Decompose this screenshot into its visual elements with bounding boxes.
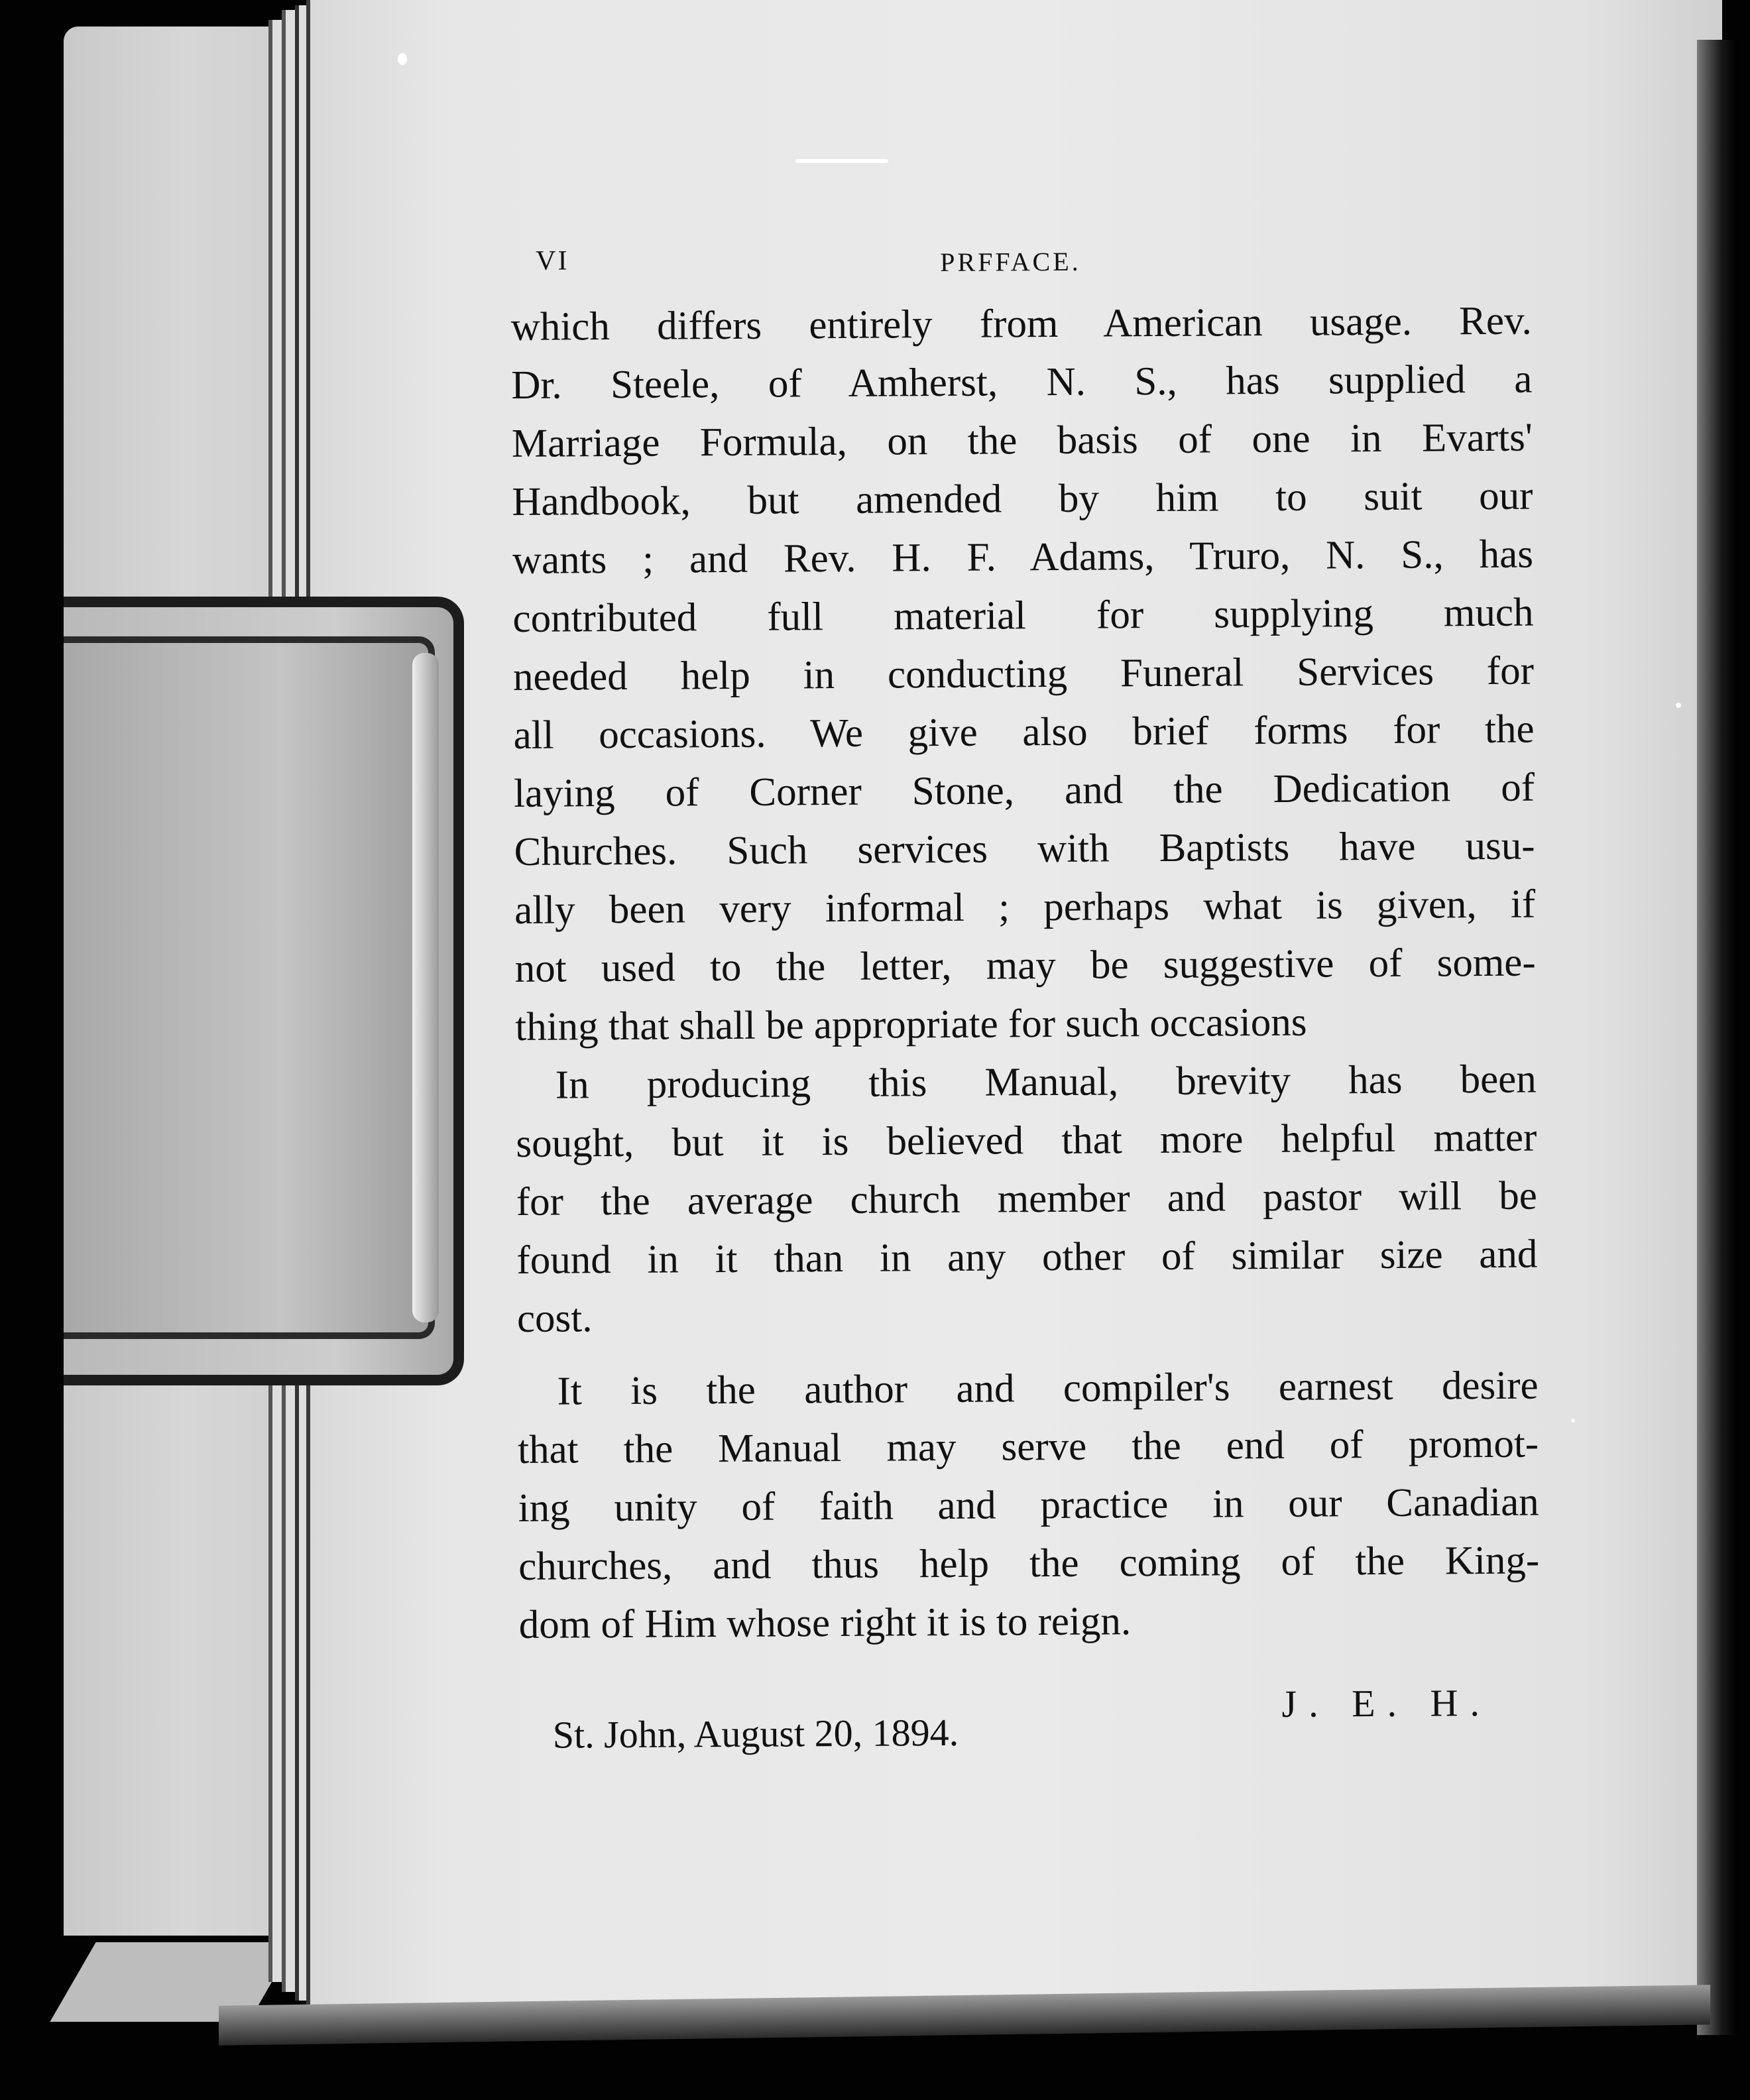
text-line: Marriage Formula, on the basis of one in Evarts' xyxy=(511,415,1533,466)
text-line: Handbook, but amended by him to suit our xyxy=(512,473,1533,524)
place-and-date: St. John, August 20, 1894. xyxy=(552,1710,959,1757)
page-clamp-inner xyxy=(64,636,435,1339)
text-line: ally been very informal ; perhaps what is given, if xyxy=(514,882,1536,933)
text-line: contributed full material for supplying much xyxy=(512,590,1534,641)
author-initials: J. E. H. xyxy=(1281,1681,1492,1725)
page-number: VI xyxy=(536,245,569,276)
paragraph-3 xyxy=(517,1357,1540,1655)
text-line: churches, and thus help the coming of the King- xyxy=(518,1538,1540,1589)
page-header xyxy=(510,233,1532,298)
text-line: dom of Him whose right it is to reign. xyxy=(518,1599,1132,1647)
text-line: found in it than in any other of similar size and xyxy=(516,1232,1538,1283)
text-line: all occasions. We give also brief forms for the xyxy=(513,707,1535,758)
text-line: which differs entirely from American usage. Rev. xyxy=(510,298,1532,349)
text-line: Dr. Steele, of Amherst, N. S., has supplied a xyxy=(511,357,1533,408)
text-line: not used to the letter, may be suggestive of some- xyxy=(514,940,1536,991)
page-clamp-highlight xyxy=(412,653,439,1322)
text-line: laying of Corner Stone, and the Dedication of xyxy=(513,765,1535,816)
text-line: needed help in conducting Funeral Services for xyxy=(512,648,1535,699)
text-line: In producing this Manual, brevity has been xyxy=(555,1057,1537,1108)
text-line: Churches. Such services with Baptists have usu- xyxy=(514,823,1535,874)
text-line: for the average church member and pastor will be xyxy=(516,1173,1538,1224)
text-line: It is the author and compiler's earnest desire xyxy=(557,1363,1539,1414)
paragraph-1 xyxy=(511,292,1537,1057)
text-line: ing unity of faith and practice in our Canadian xyxy=(518,1480,1539,1531)
text-line: wants ; and Rev. H. F. Adams, Truro, N. S., has xyxy=(512,532,1534,583)
right-gutter-shadow xyxy=(1697,40,1737,2035)
running-title: PRFFACE. xyxy=(940,246,1081,278)
text-line: sought, but it is believed that more helpful matter xyxy=(516,1115,1537,1166)
signoff xyxy=(519,1675,1541,1767)
text-line: thing that shall be appropriate for such occasions xyxy=(515,1000,1307,1049)
page-text xyxy=(510,233,1541,1767)
text-line: that the Manual may serve the end of promot- xyxy=(517,1421,1539,1472)
text-line: cost. xyxy=(516,1296,593,1341)
paragraph-2 xyxy=(516,1051,1539,1348)
